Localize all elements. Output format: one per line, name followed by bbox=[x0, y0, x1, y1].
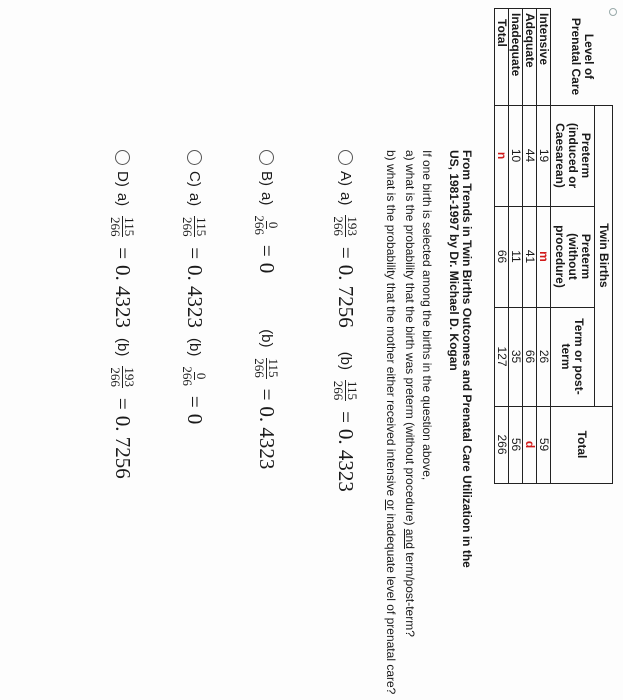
stub-header: Level of Prenatal Care bbox=[568, 17, 596, 96]
option-label: B) bbox=[258, 171, 276, 186]
prenatal-care-table bbox=[494, 8, 613, 484]
part-a-value: 0. 4323 bbox=[111, 265, 136, 329]
part-b-value: 0. 4323 bbox=[255, 406, 280, 470]
table-cell: 11 bbox=[509, 206, 523, 307]
question-intro: If one birth is selected among the births in the question above, bbox=[420, 150, 434, 481]
part-b-tag: (b) bbox=[258, 329, 276, 348]
table-cell: 41 bbox=[523, 206, 537, 307]
answer-option-c[interactable] bbox=[175, 150, 215, 424]
equals-sign: = bbox=[334, 246, 359, 259]
question-text: inadequate level of prenatal care? bbox=[384, 510, 398, 695]
radio-button[interactable] bbox=[339, 150, 354, 165]
denominator: 266 bbox=[331, 380, 347, 401]
part-b-tag: (b) bbox=[186, 338, 204, 357]
group-header: Twin Births bbox=[595, 105, 613, 406]
table-cell: 266 bbox=[495, 406, 509, 483]
equals-sign: = bbox=[111, 247, 136, 260]
col-header-total: Total bbox=[551, 406, 613, 483]
question-text: term/post-term? bbox=[403, 548, 417, 637]
fraction bbox=[333, 380, 360, 401]
numerator: 0 bbox=[266, 221, 282, 229]
part-a-value: 0. 7256 bbox=[334, 264, 359, 328]
fraction bbox=[182, 216, 209, 237]
part-b-value: 0 bbox=[183, 413, 208, 425]
table-cell: 66 bbox=[495, 206, 509, 307]
table-row bbox=[509, 9, 523, 484]
part-b-value: 0. 7256 bbox=[111, 415, 136, 479]
radio-button[interactable] bbox=[260, 150, 275, 165]
row-label: Inadequate bbox=[509, 9, 523, 106]
fraction bbox=[254, 215, 281, 235]
source-citation: From Trends in Twin Births Outcomes and Prenatal Care Utilization in the US, 1981-1997 by Dr. Michael D. Kogan bbox=[447, 150, 474, 568]
answer-option-b[interactable] bbox=[247, 150, 287, 469]
denominator: 266 bbox=[180, 216, 196, 237]
part-a-tag: a) bbox=[114, 192, 132, 207]
question-emphasis: or bbox=[384, 499, 398, 511]
part-a-tag: a) bbox=[186, 192, 204, 207]
table-row bbox=[537, 9, 551, 484]
radio-button[interactable] bbox=[116, 150, 131, 165]
fraction bbox=[254, 358, 281, 379]
equals-sign: = bbox=[334, 411, 359, 423]
table-cell-unknown-n: n bbox=[495, 105, 509, 206]
denominator: 266 bbox=[331, 216, 347, 236]
part-a-value: 0 bbox=[255, 262, 280, 274]
table-cell: 10 bbox=[509, 105, 523, 206]
numerator: 115 bbox=[345, 381, 361, 401]
part-a-tag: a) bbox=[258, 192, 276, 206]
table-cell: 59 bbox=[537, 406, 551, 483]
part-b-tag: (b) bbox=[114, 338, 132, 357]
equals-sign: = bbox=[183, 395, 208, 408]
table-cell-unknown-m: m bbox=[537, 206, 551, 307]
question-text: a) what is the probability that the birth was preterm (without procedure) bbox=[403, 150, 417, 529]
question-part-b bbox=[384, 150, 397, 694]
equals-sign: = bbox=[255, 244, 280, 257]
row-label: Adequate bbox=[523, 9, 537, 106]
denominator: 266 bbox=[108, 216, 124, 237]
denominator: 266 bbox=[252, 358, 268, 378]
part-b-tag: (b) bbox=[337, 351, 355, 371]
row-label: Intensive bbox=[537, 9, 551, 106]
numerator: 0 bbox=[194, 372, 210, 380]
table-cell: 127 bbox=[495, 307, 509, 406]
option-label: D) bbox=[114, 171, 132, 187]
equals-sign: = bbox=[255, 388, 280, 401]
row-label: Total bbox=[495, 9, 509, 106]
table-cell: 19 bbox=[537, 105, 551, 206]
fraction bbox=[110, 216, 137, 237]
table-cell-unknown-d: d bbox=[523, 406, 537, 483]
equals-sign: = bbox=[111, 397, 136, 410]
table-row-total bbox=[495, 9, 509, 484]
question-text: b) what is the probability that the mother either received intensive bbox=[384, 150, 398, 500]
denominator: 266 bbox=[180, 366, 196, 386]
question-part-a bbox=[403, 150, 416, 637]
answer-option-a[interactable] bbox=[326, 150, 366, 492]
col-header-term: Term or post-term bbox=[551, 307, 595, 406]
table-cell: 44 bbox=[523, 105, 537, 206]
fraction bbox=[182, 366, 209, 386]
fraction bbox=[110, 366, 137, 388]
question-emphasis: and bbox=[403, 528, 417, 549]
col-header-preterm-induced: Preterm (induced or Caesarean) bbox=[551, 105, 595, 206]
part-a-tag: a) bbox=[337, 192, 355, 206]
fraction bbox=[333, 215, 360, 237]
col-header-preterm-without: Preterm (without procedure) bbox=[551, 206, 595, 307]
denominator: 266 bbox=[252, 215, 268, 235]
answer-option-d[interactable] bbox=[103, 150, 143, 479]
part-b-value: 0. 4323 bbox=[334, 428, 359, 492]
radio-button[interactable] bbox=[188, 150, 203, 165]
table-cell: 66 bbox=[523, 307, 537, 406]
table-cell: 26 bbox=[537, 307, 551, 406]
numerator: 115 bbox=[266, 358, 282, 378]
part-a-value: 0. 4323 bbox=[183, 265, 208, 329]
table-row bbox=[523, 9, 537, 484]
numerator: 115 bbox=[194, 217, 210, 237]
numerator: 115 bbox=[122, 217, 138, 237]
equals-sign: = bbox=[183, 247, 208, 260]
option-label: C) bbox=[186, 171, 204, 187]
numerator: 193 bbox=[345, 216, 361, 236]
table-cell: 35 bbox=[509, 307, 523, 406]
option-label: A) bbox=[337, 171, 355, 186]
denominator: 266 bbox=[108, 367, 124, 387]
table-cell: 56 bbox=[509, 406, 523, 483]
numerator: 193 bbox=[122, 367, 138, 387]
